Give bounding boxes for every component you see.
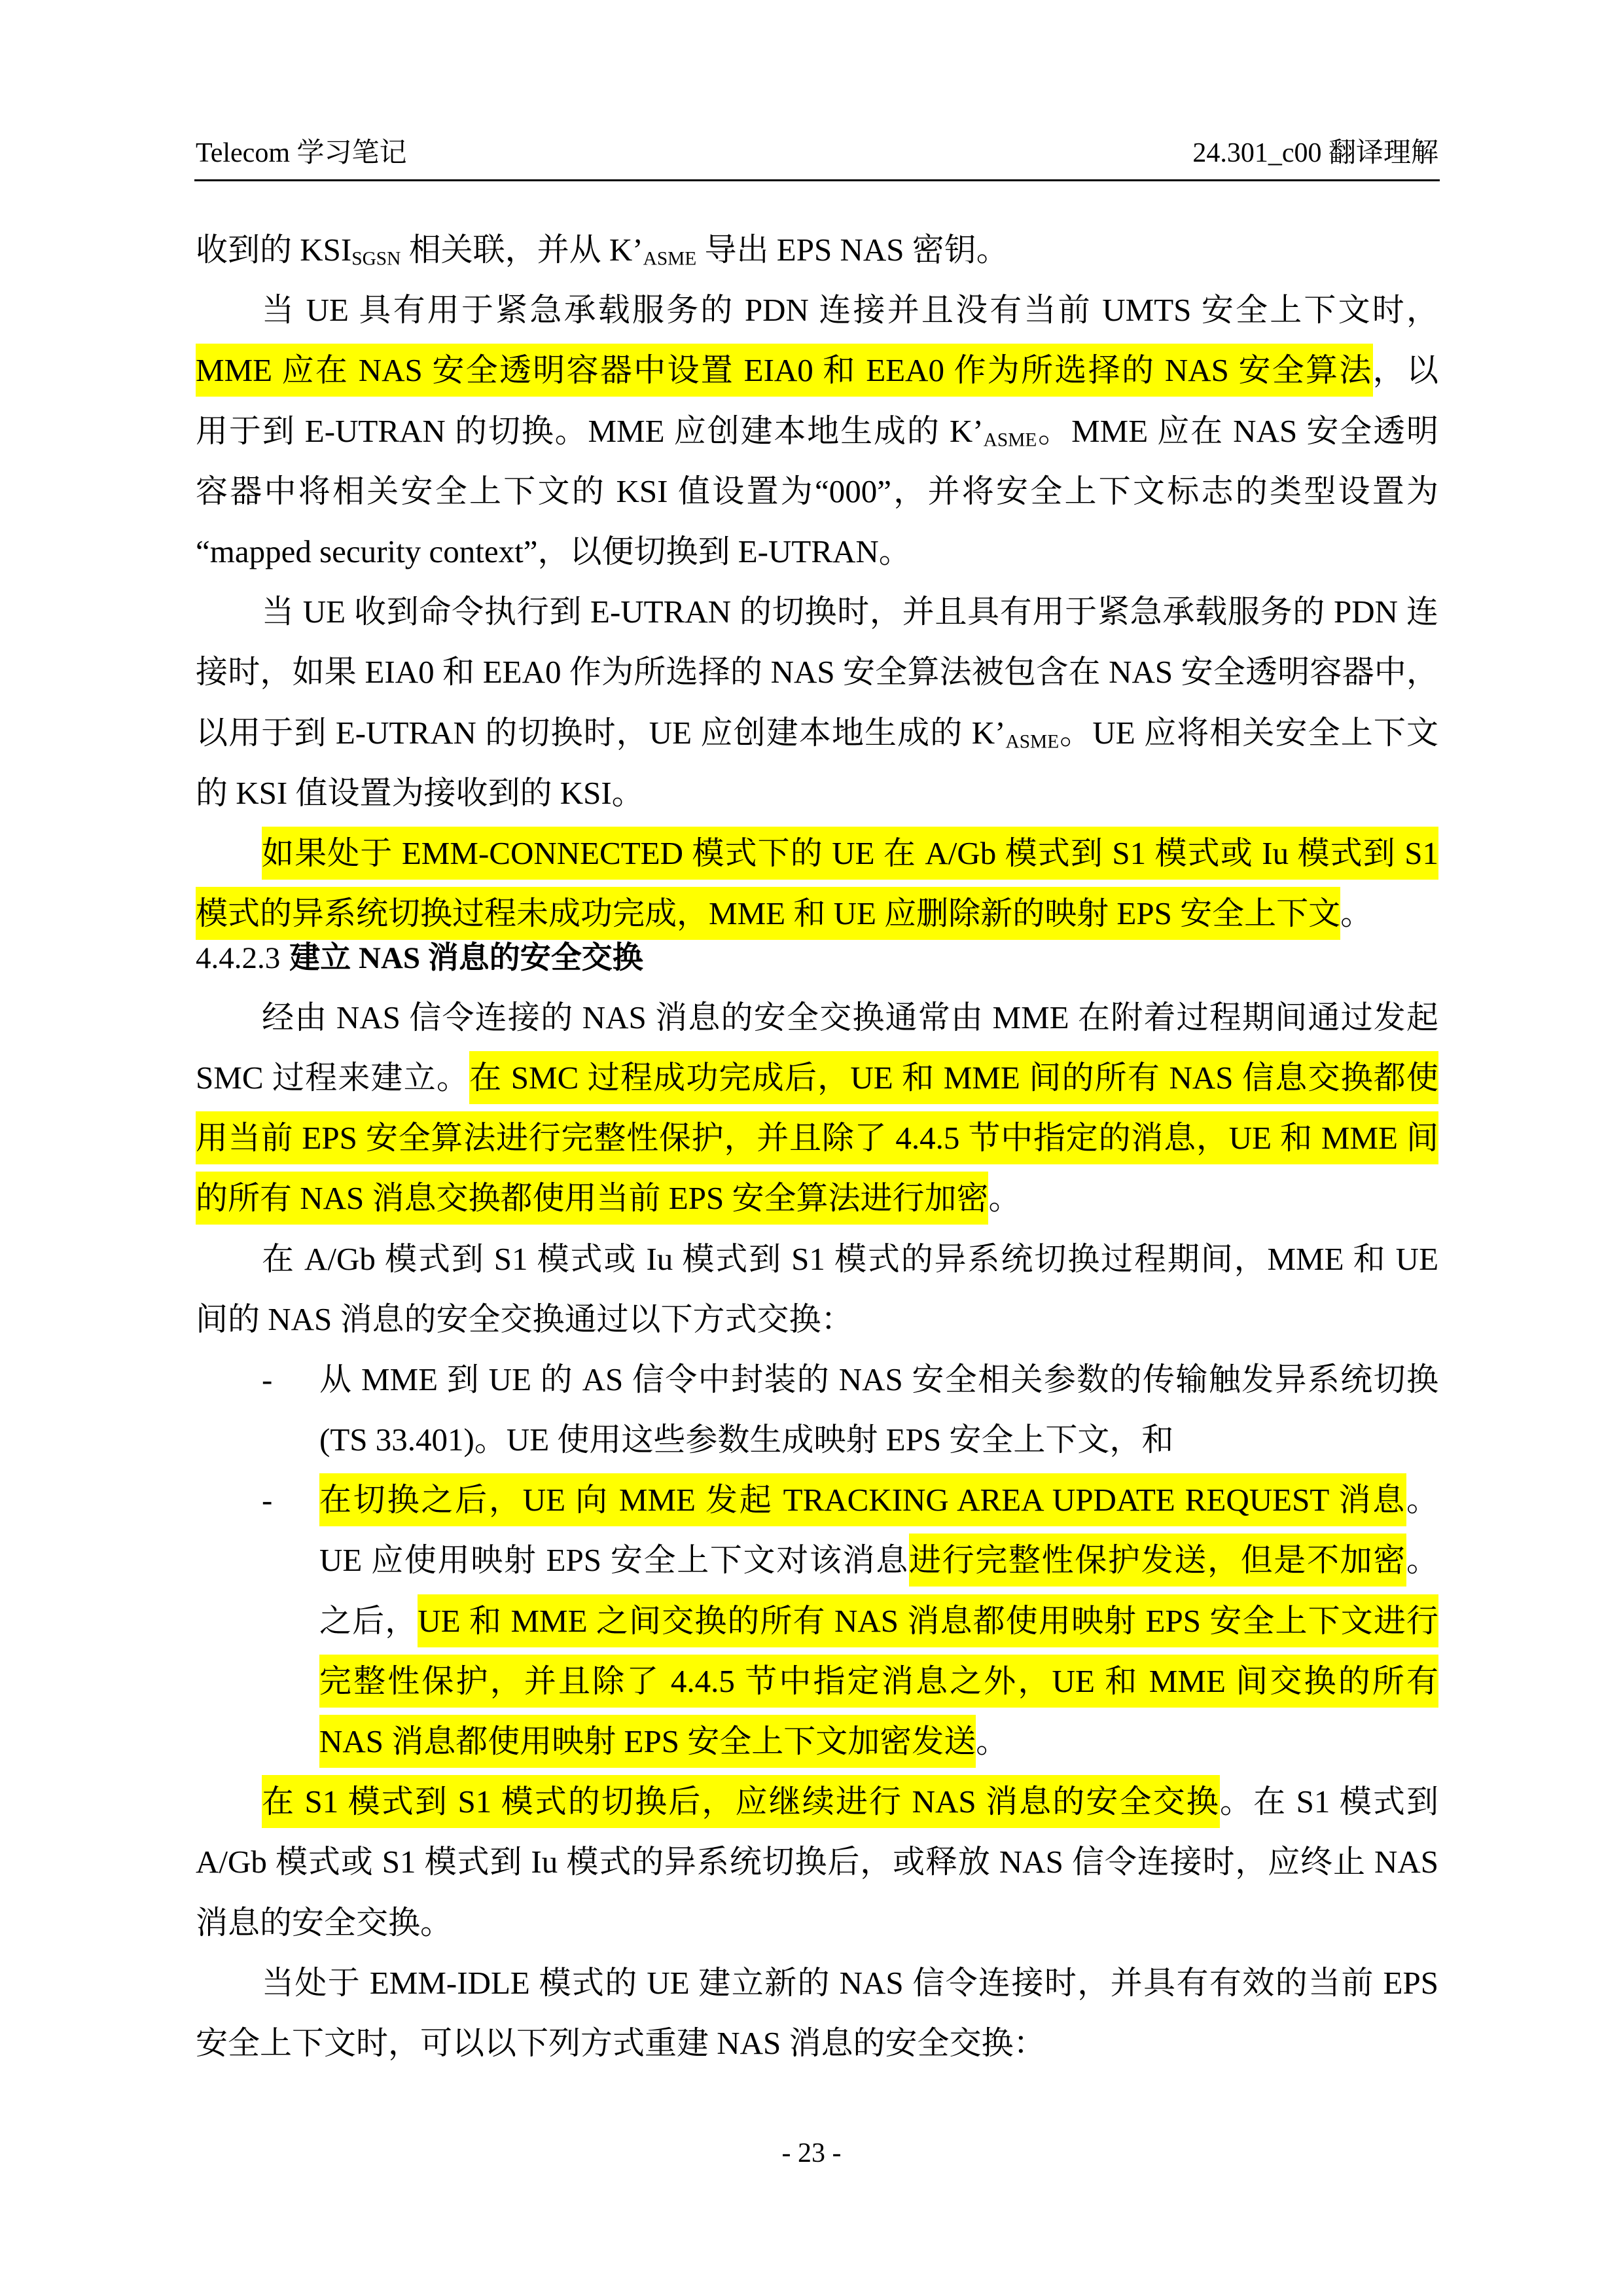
text-line [196, 763, 1438, 823]
highlighted-text: 的所有 NAS 消息交换都使用当前 EPS 安全算法进行加密 [196, 1172, 988, 1225]
text-run: 。 [1406, 1482, 1438, 1518]
text-run: 容器中将相关安全上下文的 KSI 值设置为“000”，并将安全上下文标志的类型设置为 [196, 473, 1438, 509]
text-line [196, 1350, 1438, 1410]
text-line [196, 1712, 1438, 1772]
text-line [196, 1229, 1438, 1289]
text-run: 从 MME 到 UE 的 AS 信令中封装的 NAS 安全相关参数的传输触发异系统切换 [319, 1361, 1438, 1397]
text-run: 在 A/Gb 模式到 S1 模式或 Iu 模式到 S1 模式的异系统切换过程期间，MME 和 UE [262, 1240, 1438, 1277]
text-run: 。 [988, 1180, 1021, 1217]
paragraph [196, 1229, 1438, 1350]
text-run: 。UE 应将相关安全上下文 [1059, 714, 1438, 751]
highlighted-text: MME 应在 NAS 安全透明容器中设置 EIA0 和 EEA0 作为所选择的 NAS 安全算法 [196, 344, 1373, 397]
text-line [196, 884, 1438, 944]
text-run: “mapped security context”，以便切换到 E-UTRAN。 [196, 533, 911, 569]
bullet-item [196, 1470, 1438, 1772]
subscript-text: ASME [983, 429, 1037, 451]
text-run: (TS 33.401)。UE 使用这些参数生成映射 EPS 安全上下文，和 [319, 1422, 1174, 1458]
text-line [196, 280, 1438, 340]
text-line [196, 220, 1438, 280]
highlighted-text: 进行完整性保护发送，但是不加密 [909, 1534, 1406, 1587]
paragraph [196, 1953, 1438, 2073]
paragraph [196, 823, 1438, 944]
text-line [196, 2013, 1438, 2073]
bullet-marker: - [262, 1361, 273, 1397]
text-line [196, 1832, 1438, 1892]
page-body [196, 220, 1438, 2073]
text-run: 。 [976, 1723, 1008, 1759]
text-run: 。MME 应在 NAS 安全透明 [1037, 412, 1438, 449]
text-line [196, 1651, 1438, 1712]
text-line [196, 582, 1438, 642]
text-line [196, 642, 1438, 702]
text-line [196, 1048, 1438, 1108]
header-rule [194, 179, 1440, 181]
page-header [196, 137, 1438, 170]
text-line [196, 1289, 1438, 1350]
highlighted-text: 用当前 EPS 安全算法进行完整性保护，并且除了 4.4.5 节中指定的消息，UE 和 MME 间 [196, 1111, 1438, 1164]
text-run: SMC 过程来建立。 [196, 1059, 470, 1096]
text-line [196, 340, 1438, 401]
text-run: 用于到 E-UTRAN 的切换。MME 应创建本地生成的 K’ [196, 412, 984, 449]
header-doc-ref: 24.301_c00 翻译理解 [1192, 138, 1438, 168]
text-run: 收到的 KSI [196, 232, 352, 268]
text-run: 。在 S1 模式到 [1219, 1784, 1438, 1820]
text-run: 。 [1340, 895, 1373, 932]
highlighted-text: 在 S1 模式到 S1 模式的切换后，应继续进行 NAS 消息的安全交换 [262, 1775, 1220, 1828]
text-line [196, 522, 1438, 582]
text-line [196, 1470, 1438, 1530]
section-title: 建立 NAS 消息的安全交换 [289, 941, 643, 976]
paragraph [196, 220, 1438, 280]
text-run: UE 应使用映射 EPS 安全上下文对该消息 [319, 1542, 909, 1579]
section-heading [196, 941, 1438, 976]
text-run: A/Gb 模式或 S1 模式到 Iu 模式的异系统切换后，或释放 NAS 信令连接时，应终止 NAS [196, 1844, 1438, 1880]
text-line [196, 1168, 1438, 1229]
highlighted-text: UE 和 MME 之间交换的所有 NAS 消息都使用映射 EPS 安全上下文进行 [418, 1594, 1438, 1647]
text-run: 消息的安全交换。 [196, 1904, 453, 1941]
paragraph [196, 582, 1438, 823]
text-run: ，以 [1372, 352, 1438, 389]
bullet-marker: - [262, 1482, 273, 1518]
text-run: 相关联，并从 K’ [401, 232, 643, 268]
text-run: 当 UE 收到命令执行到 E-UTRAN 的切换时，并且具有用于紧急承载服务的 PDN 连 [262, 594, 1438, 630]
header-title: Telecom 学习笔记 [196, 138, 407, 168]
highlighted-text: 在 SMC 过程成功完成后，UE 和 MME 间的所有 NAS 信息交换都使 [469, 1051, 1438, 1104]
text-line [196, 703, 1438, 763]
text-line [196, 1772, 1438, 1832]
text-line [196, 1108, 1438, 1168]
text-run: 接时，如果 EIA0 和 EEA0 作为所选择的 NAS 安全算法被包含在 NAS 安全透明容器中， [196, 654, 1438, 691]
text-run: 的 KSI 值设置为接收到的 KSI。 [196, 774, 644, 811]
text-line [196, 401, 1438, 461]
page-number: - 23 - [781, 2138, 842, 2168]
text-run: 之后， [319, 1602, 418, 1639]
text-line [196, 1530, 1438, 1590]
section-number: 4.4.2.3 [196, 941, 281, 976]
paragraph [196, 1772, 1438, 1953]
text-line [196, 1953, 1438, 2013]
paragraph [196, 988, 1438, 1229]
text-run: 间的 NAS 消息的安全交换通过以下方式交换： [196, 1300, 853, 1337]
text-run: 当 UE 具有用于紧急承载服务的 PDN 连接并且没有当前 UMTS 安全上下文时， [262, 292, 1438, 329]
text-line [196, 1410, 1438, 1470]
subscript-text: ASME [643, 248, 697, 270]
highlighted-text: 完整性保护，并且除了 4.4.5 节中指定消息之外，UE 和 MME 间交换的所有 [319, 1655, 1438, 1708]
text-run: 经由 NAS 信令连接的 NAS 消息的安全交换通常由 MME 在附着过程期间通过发起 [262, 999, 1438, 1035]
text-line [196, 988, 1438, 1048]
subscript-text: ASME [1005, 730, 1060, 752]
text-run: 导出 EPS NAS 密钥。 [696, 232, 1008, 268]
highlighted-text: NAS 消息都使用映射 EPS 安全上下文加密发送 [319, 1715, 976, 1768]
paragraph [196, 280, 1438, 582]
highlighted-text: 在切换之后，UE 向 MME 发起 TRACKING AREA UPDATE REQUEST 消息 [319, 1473, 1406, 1526]
text-line [196, 461, 1438, 522]
text-line [196, 1893, 1438, 1953]
text-run: 。 [1406, 1542, 1438, 1579]
text-run: 以用于到 E-UTRAN 的切换时，UE 应创建本地生成的 K’ [196, 714, 1006, 751]
subscript-text: SGSN [351, 248, 401, 270]
highlighted-text: 模式的异系统切换过程未成功完成，MME 和 UE 应删除新的映射 EPS 安全上下文 [196, 887, 1340, 940]
bullet-item [196, 1350, 1438, 1470]
text-run: 当处于 EMM-IDLE 模式的 UE 建立新的 NAS 信令连接时，并具有有效的当前 EPS [262, 1964, 1438, 2001]
text-line [196, 823, 1438, 884]
text-line [196, 1591, 1438, 1651]
highlighted-text: 如果处于 EMM-CONNECTED 模式下的 UE 在 A/Gb 模式到 S1 模式或 Iu 模式到 S1 [262, 827, 1438, 880]
text-run: 安全上下文时，可以以下列方式重建 NAS 消息的安全交换： [196, 2024, 1046, 2061]
